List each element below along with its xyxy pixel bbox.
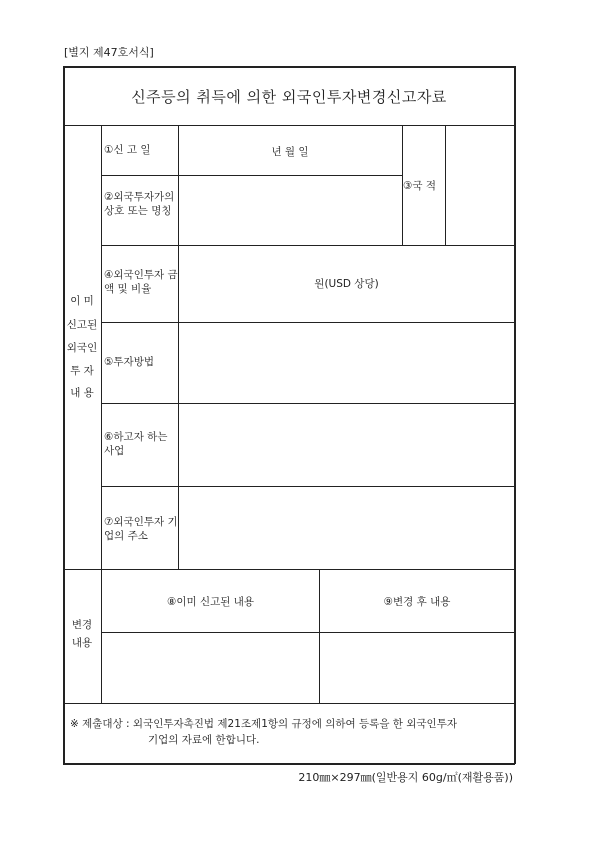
before-change-value[interactable] (102, 633, 319, 703)
section1-label-line-3: 외국인 (66, 342, 98, 354)
investor-name-label: ②외국투자가의 상호 또는 명칭 (104, 191, 175, 218)
investment-amount-value: 원(USD 상당) (314, 278, 379, 290)
after-change-value[interactable] (320, 633, 514, 703)
section2-bottom-line (63, 703, 515, 704)
section1-label-line-1: 이 미 (70, 295, 94, 307)
form-reference: [별지 제47호서식] (64, 46, 154, 59)
paper-spec-footer: 210㎜×297㎜(일반용지 60g/㎡(재활용품)) (298, 771, 513, 784)
form-title: 신주등의 취득에 의한 외국인투자변경신고자료 (131, 87, 447, 106)
investor-name-value[interactable] (179, 176, 402, 245)
investment-method-label: ⑤투자방법 (104, 356, 154, 368)
before-change-header: ⑧이미 신고된 내용 (166, 596, 255, 608)
section2-label-line-2: 내용 (71, 637, 93, 649)
business-label: ⑥하고자 하는 사업 (104, 431, 168, 458)
section1-label-divider (101, 125, 102, 570)
submission-note (70, 716, 457, 749)
section1-label-line-5: 내 용 (70, 387, 94, 399)
report-date-value: 년 월 일 (271, 146, 309, 158)
section1-bottom-line (63, 569, 515, 570)
nationality-label: ③국 적 (403, 180, 437, 192)
section1-label-line-4: 투 자 (70, 365, 94, 377)
nationality-value[interactable] (446, 126, 514, 245)
section2-label-line-1: 변경 (71, 619, 93, 631)
report-date-label: ①신 고 일 (104, 144, 151, 156)
company-address-value[interactable] (179, 487, 514, 569)
row-line-2 (101, 245, 515, 246)
after-change-header: ⑨변경 후 내용 (383, 596, 451, 608)
investment-amount-label: ④외국인투자 금액 및 비율 (104, 269, 178, 296)
outer-border-left (63, 66, 65, 764)
submission-note-line-2: 기업의 자료에 한합니다. (148, 734, 260, 747)
outer-border-right (514, 66, 516, 764)
business-value[interactable] (179, 404, 514, 486)
investment-method-value[interactable] (179, 323, 514, 403)
submission-note-line-1: ※ 제출대상 : 외국인투자촉진법 제21조제1항의 규정에 의하여 등록을 한 외국인투자 (70, 718, 457, 730)
section1-label-line-2: 신고된 (66, 319, 98, 331)
outer-border-bottom (63, 763, 515, 765)
company-address-label: ⑦외국인투자 기업의 주소 (104, 516, 178, 543)
